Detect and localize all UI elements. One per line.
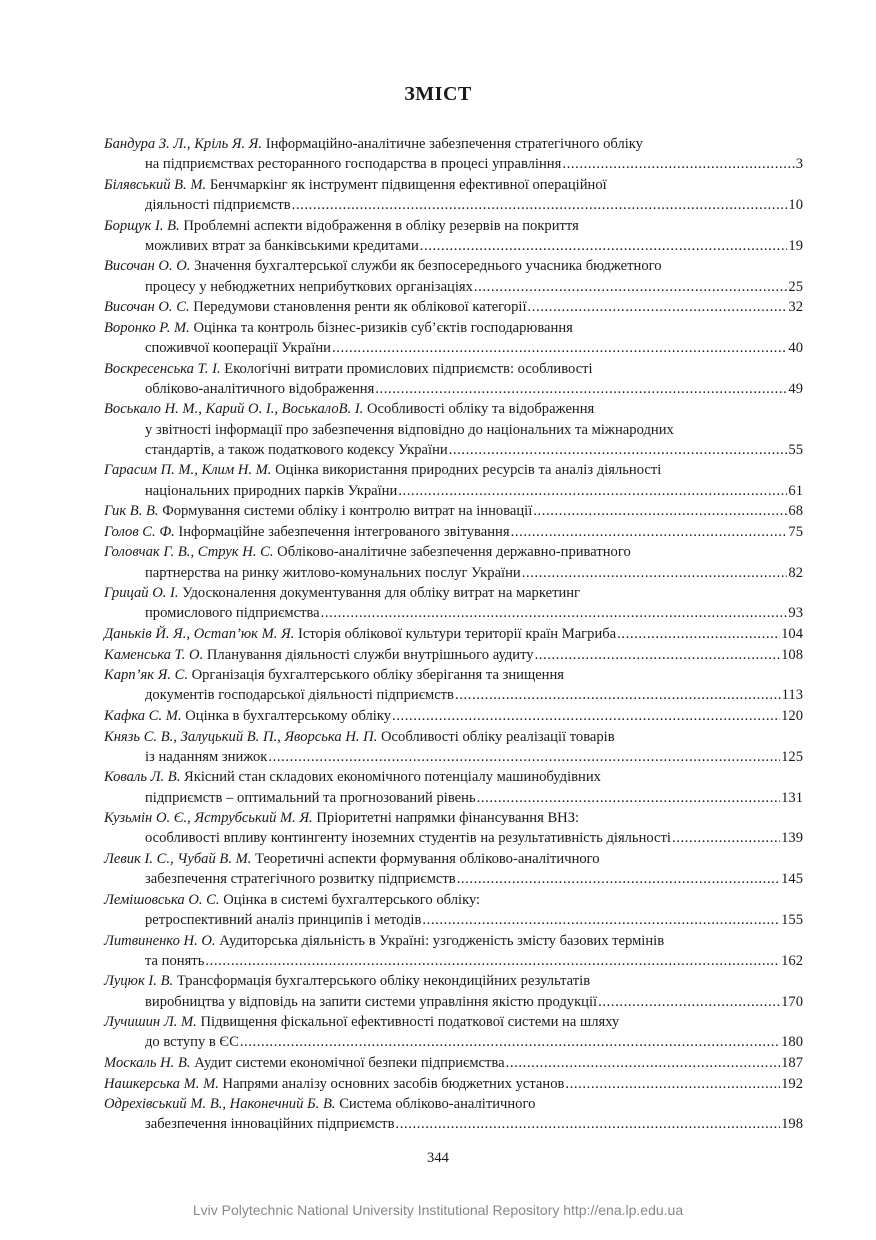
toc-entry-continuation-line [104, 603, 803, 623]
toc-entry-title: Якісний стан складових економічного потенціалу машинобудівних [184, 769, 601, 786]
toc-entry-continuation-line [104, 420, 803, 440]
toc-entry-continuation-line [104, 154, 803, 174]
toc-entry-title: Теоретичні аспекти формування обліково-аналітичного [255, 850, 600, 867]
toc-entry-continuation-line [104, 910, 803, 930]
toc-entry-page[interactable]: 68 [788, 503, 803, 520]
dot-leader [562, 154, 794, 174]
toc-entry-page[interactable]: 198 [781, 1116, 803, 1133]
toc-entry-continuation-line [104, 685, 803, 705]
toc-entry-title: партнерства на ринку житлово-комунальних послуг України [145, 564, 521, 581]
toc-entry-authors: Москаль Н. В. [104, 1054, 191, 1071]
dot-leader [474, 277, 787, 297]
toc-entry-title: Інформаційно-аналітичне забезпечення стратегічного обліку [265, 136, 643, 152]
toc-entry-continuation-line [104, 1032, 803, 1052]
toc-entry-title: ретроспективний аналіз принципів і методів [145, 911, 422, 928]
toc-entry-first-line [104, 501, 803, 521]
toc-entry-page[interactable]: 82 [788, 564, 803, 581]
toc-entry[interactable] [104, 134, 803, 174]
toc-entry-page[interactable]: 3 [795, 156, 803, 173]
toc-entry-first-line [104, 931, 803, 951]
toc-entry-first-line [104, 645, 803, 665]
toc-entry-first-line [104, 1094, 803, 1114]
toc-entry-continuation-line [104, 828, 803, 848]
toc-entry-first-line [104, 216, 803, 236]
toc-entry-page[interactable]: 170 [781, 993, 803, 1010]
page-number: 344 [427, 1150, 449, 1166]
toc-entry[interactable] [104, 1012, 803, 1052]
toc-entry-title: Оцінка використання природних ресурсів та аналіз діяльності [275, 462, 662, 479]
toc-entry-page[interactable]: 19 [788, 237, 803, 254]
toc-entry-title: Екологічні витрати промислових підприємств: особливості [224, 360, 593, 377]
toc-entry-title: національних природних парків України [145, 482, 398, 499]
dot-leader [617, 624, 780, 644]
toc-entry-title: можливих втрат за банківськими кредитами [145, 237, 419, 254]
dot-leader [321, 603, 788, 623]
toc-entry-page[interactable]: 104 [781, 625, 803, 642]
toc-entry-continuation-line [104, 869, 803, 889]
toc-entry-page[interactable]: 49 [788, 380, 803, 397]
toc-entry-title: Обліково-аналітичне забезпечення державно-приватного [277, 544, 631, 561]
toc-entry-title: Система обліково-аналітичного [339, 1096, 536, 1113]
toc-entry-title: до вступу в ЄС [145, 1034, 239, 1051]
toc-entry-title: Організація бухгалтерського обліку зберігання та знищення [191, 667, 565, 684]
toc-entry-title: у звітності інформації про забезпечення відповідно до національних та міжнародних [145, 421, 674, 438]
toc-entry-first-line [104, 134, 803, 154]
toc-entry-authors: Головчак Г. В., Струк Н. С. [104, 544, 274, 561]
toc-entry-first-line [104, 706, 803, 726]
toc-entry-continuation-line [104, 338, 803, 358]
toc-entry-title: Проблемні аспекти відображення в обліку резервів на покриття [183, 217, 579, 234]
toc-entry-title: Інформаційне забезпечення інтегрованого звітування [178, 523, 510, 540]
toc-entry-authors: Борщук І. В. [104, 217, 180, 234]
toc-entry-page[interactable]: 131 [781, 789, 803, 806]
dot-leader [240, 1032, 780, 1052]
toc-entry[interactable] [104, 624, 803, 644]
toc-entry[interactable] [104, 583, 803, 623]
toc-entry-first-line [104, 849, 803, 869]
toc-entry-authors: Височан О. О. [104, 258, 191, 275]
toc-entry-first-line [104, 522, 803, 542]
toc-entry-title: Особливості обліку та відображення [367, 401, 595, 418]
toc-entry-first-line [104, 460, 803, 480]
toc-entry-authors: Лучишин Л. М. [104, 1014, 197, 1031]
toc-entry-authors: Литвиненко Н. О. [104, 932, 216, 949]
dot-leader [392, 706, 780, 726]
toc-entry-page[interactable]: 180 [781, 1034, 803, 1051]
toc-entry-authors: Левик І. С., Чубай В. М. [104, 850, 252, 867]
toc-entry-title: Пріоритетні напрямки фінансування ВНЗ: [316, 810, 580, 827]
toc-entry-continuation-line [104, 1114, 803, 1134]
toc-entry-first-line [104, 971, 803, 991]
toc-entry-first-line [104, 175, 803, 195]
dot-leader [268, 747, 780, 767]
toc-entry-first-line [104, 297, 803, 317]
toc-entry-authors: Коваль Л. В. [104, 769, 181, 786]
toc-entry[interactable] [104, 849, 803, 889]
toc-entry-page[interactable]: 162 [781, 952, 803, 969]
toc-entry-title: особливості впливу контингенту іноземних студентів на результативність діяльності [145, 830, 671, 847]
toc-entry[interactable] [104, 399, 803, 460]
dot-leader [535, 645, 781, 665]
toc-entry[interactable] [104, 256, 803, 296]
toc-entry-first-line [104, 359, 803, 379]
toc-entry-title: промислового підприємства [145, 605, 320, 622]
toc-entry-authors: Воронко Р. М. [104, 319, 190, 336]
repository-footer: Lviv Polytechnic National University Institutional Repository http://ena.lp.edu.ua [192, 1202, 684, 1218]
toc-entry-authors: Луцюк І. В. [104, 973, 174, 990]
toc-entry-page[interactable]: 187 [781, 1054, 803, 1071]
toc-entry-title: процесу у небюджетних неприбуткових організаціях [145, 278, 473, 295]
dot-leader [449, 440, 788, 460]
toc-entry-page[interactable]: 93 [788, 605, 803, 622]
toc-entry-continuation-line [104, 563, 803, 583]
toc-entry[interactable] [104, 767, 803, 807]
dot-leader [420, 236, 788, 256]
toc-entry-authors: Кузьмін О. Є., Яструбський М. Я. [104, 810, 313, 827]
toc-entry-page[interactable]: 32 [788, 299, 803, 316]
toc-entry[interactable] [104, 460, 803, 500]
toc-entry-page[interactable]: 108 [781, 646, 803, 663]
toc-entry-title: Оцінка в бухгалтерському обліку [185, 707, 392, 724]
toc-entry-title: споживчої кооперації України [145, 339, 331, 356]
toc-entry-authors: Нашкерська М. М. [104, 1075, 219, 1092]
toc-entry-page[interactable]: 125 [781, 748, 803, 765]
toc-entry[interactable] [104, 931, 803, 971]
toc-entry-page[interactable]: 120 [781, 707, 803, 724]
dot-leader [533, 501, 787, 521]
toc-entry-authors: Каменська Т. О. [104, 646, 204, 663]
toc-entry-continuation-line [104, 277, 803, 297]
dot-leader [565, 1074, 780, 1094]
toc-entry-page[interactable]: 192 [781, 1075, 803, 1092]
dot-leader [292, 195, 788, 215]
toc-entry-page[interactable]: 75 [788, 523, 803, 540]
dot-leader [332, 338, 787, 358]
toc-entry[interactable] [104, 727, 803, 767]
dot-leader [375, 379, 787, 399]
toc-entry-first-line [104, 318, 803, 338]
dot-leader [522, 563, 788, 583]
toc-entry[interactable] [104, 501, 803, 521]
toc-entry-authors: Гик В. В. [104, 503, 159, 520]
toc-entry-page[interactable]: 113 [781, 687, 803, 704]
toc-entry-page[interactable]: 55 [788, 441, 803, 458]
toc-entry-authors: Білявський В. М. [104, 176, 207, 193]
toc-entry[interactable] [104, 971, 803, 1011]
toc-entry-first-line [104, 399, 803, 419]
toc-entry-authors: Бандура З. Л., Кріль Я. Я. [104, 136, 263, 152]
toc-entry-title: Передумови становлення ренти як облікової категорії [193, 299, 527, 316]
toc-entry[interactable] [104, 359, 803, 399]
toc-entry-title: Аудит системи економічної безпеки підприємства [194, 1054, 505, 1071]
toc-entry-authors: Князь С. В., Залуцький В. П., Яворська Н. П. [104, 728, 378, 745]
toc-entry-title: Удосконалення документування для обліку витрат на маркетинг [182, 585, 581, 602]
toc-entry-page[interactable]: 61 [788, 482, 803, 499]
toc-entry-first-line [104, 665, 803, 685]
dot-leader [511, 522, 788, 542]
toc-entry-authors: Голов С. Ф. [104, 523, 175, 540]
toc-entry-first-line [104, 624, 803, 644]
toc-entry-continuation-line [104, 236, 803, 256]
toc-entry-first-line [104, 890, 803, 910]
toc-entry[interactable] [104, 1053, 803, 1073]
dot-leader [672, 828, 780, 848]
toc-entry-title: забезпечення стратегічного розвитку підприємств [145, 871, 456, 888]
toc-entry-title: Значення бухгалтерської служби як безпосереднього учасника бюджетного [194, 258, 662, 275]
toc-entry-title: підприємств – оптимальний та прогнозований рівень [145, 789, 476, 806]
table-of-contents [104, 134, 803, 1135]
toc-entry-title: Оцінка та контроль бізнес-ризиків суб’єктів господарювання [193, 319, 573, 336]
toc-entry-title: Аудиторська діяльність в Україні: узгодженість змісту базових термінів [219, 932, 665, 949]
toc-entry[interactable] [104, 706, 803, 726]
dot-leader [395, 1114, 780, 1134]
dot-leader [205, 951, 780, 971]
toc-entry-authors: Лемішовська О. С. [104, 891, 220, 908]
toc-entry-title: виробництва у відповідь на запити системи управління якістю продукції [145, 993, 598, 1010]
toc-entry-title: забезпечення інноваційних підприємств [145, 1116, 395, 1133]
dot-leader [528, 297, 788, 317]
toc-entry-authors: Воськало Н. М., Карий О. І., ВоськалоВ. І. [104, 401, 364, 418]
toc-entry-continuation-line [104, 195, 803, 215]
toc-entry[interactable] [104, 297, 803, 317]
toc-entry[interactable] [104, 522, 803, 542]
toc-entry-authors: Кафка С. М. [104, 707, 182, 724]
toc-entry-page[interactable]: 10 [788, 197, 803, 213]
toc-entry-title: Напрями аналізу основних засобів бюджетних установ [222, 1075, 565, 1092]
toc-entry-title: діяльності підприємств [145, 197, 291, 213]
toc-entry[interactable] [104, 665, 803, 705]
toc-entry-title: Трансформація бухгалтерського обліку некондиційних результатів [176, 973, 591, 990]
toc-entry-authors: Карп’як Я. С. [104, 667, 188, 684]
toc-entry-continuation-line [104, 379, 803, 399]
toc-entry[interactable] [104, 216, 803, 256]
toc-entry-first-line [104, 542, 803, 562]
toc-entry-continuation-line [104, 747, 803, 767]
toc-entry[interactable] [104, 890, 803, 930]
toc-entry-authors: Даньків Й. Я., Остап’юк М. Я. [104, 625, 295, 642]
toc-entry-title: Планування діяльності служби внутрішнього аудиту [206, 646, 534, 663]
toc-entry-continuation-line [104, 481, 803, 501]
toc-entry-page[interactable]: 139 [781, 830, 803, 847]
toc-entry-first-line [104, 1053, 803, 1073]
dot-leader [457, 869, 780, 889]
toc-entry-continuation-line [104, 951, 803, 971]
dot-leader [422, 910, 780, 930]
toc-entry-title: Формування системи обліку і контролю витрат на інновації [162, 503, 533, 520]
toc-entry-title: обліково-аналітичного відображення [145, 380, 375, 397]
toc-entry-authors: Воскресенська Т. І. [104, 360, 221, 377]
toc-entry-first-line [104, 256, 803, 276]
toc-entry-continuation-line [104, 440, 803, 460]
dot-leader [398, 481, 787, 501]
toc-entry-page[interactable]: 155 [781, 911, 803, 928]
toc-entry-authors: Гарасим П. М., Клим Н. М. [104, 462, 272, 479]
page-title: ЗМІСТ [404, 83, 472, 105]
toc-entry-page[interactable]: 40 [788, 339, 803, 356]
toc-entry[interactable] [104, 808, 803, 848]
toc-entry-title: на підприємствах ресторанного господарства в процесі управління [145, 156, 562, 173]
toc-entry[interactable] [104, 645, 803, 665]
toc-entry-first-line [104, 583, 803, 603]
toc-entry-first-line [104, 1012, 803, 1032]
toc-entry-page[interactable]: 145 [781, 871, 803, 888]
toc-entry-title: Особливості обліку реалізації товарів [381, 728, 615, 745]
toc-entry-first-line [104, 727, 803, 747]
toc-entry[interactable] [104, 1074, 803, 1094]
toc-entry[interactable] [104, 542, 803, 582]
toc-entry-title: стандартів, а також податкового кодексу України [145, 441, 448, 458]
toc-entry-title: із наданням знижок [145, 748, 268, 765]
dot-leader [506, 1053, 781, 1073]
dot-leader [477, 788, 781, 808]
toc-entry-authors: Грицай О. І. [104, 585, 179, 602]
toc-entry[interactable] [104, 1094, 803, 1134]
toc-entry-title: Підвищення фіскальної ефективності податкової системи на шляху [200, 1014, 620, 1031]
dot-leader [455, 685, 781, 705]
toc-entry-title: Бенчмаркінг як інструмент підвищення ефективної операційної [209, 176, 607, 193]
toc-entry-title: Оцінка в системі бухгалтерського обліку: [223, 891, 481, 908]
toc-entry-continuation-line [104, 992, 803, 1012]
toc-entry[interactable] [104, 318, 803, 358]
toc-entry-title: Історія облікової культури території країн Магриба [298, 625, 617, 642]
toc-entry[interactable] [104, 175, 803, 215]
toc-entry-title: та понять [145, 952, 205, 969]
toc-entry-first-line [104, 767, 803, 787]
toc-entry-authors: Височан О. С. [104, 299, 190, 316]
toc-entry-authors: Одрехівський М. В., Наконечний Б. В. [104, 1096, 336, 1113]
toc-entry-title: документів господарської діяльності підприємств [145, 687, 454, 704]
toc-entry-first-line [104, 808, 803, 828]
toc-entry-continuation-line [104, 788, 803, 808]
toc-entry-page[interactable]: 25 [788, 278, 803, 295]
toc-entry-first-line [104, 1074, 803, 1094]
dot-leader [598, 992, 780, 1012]
